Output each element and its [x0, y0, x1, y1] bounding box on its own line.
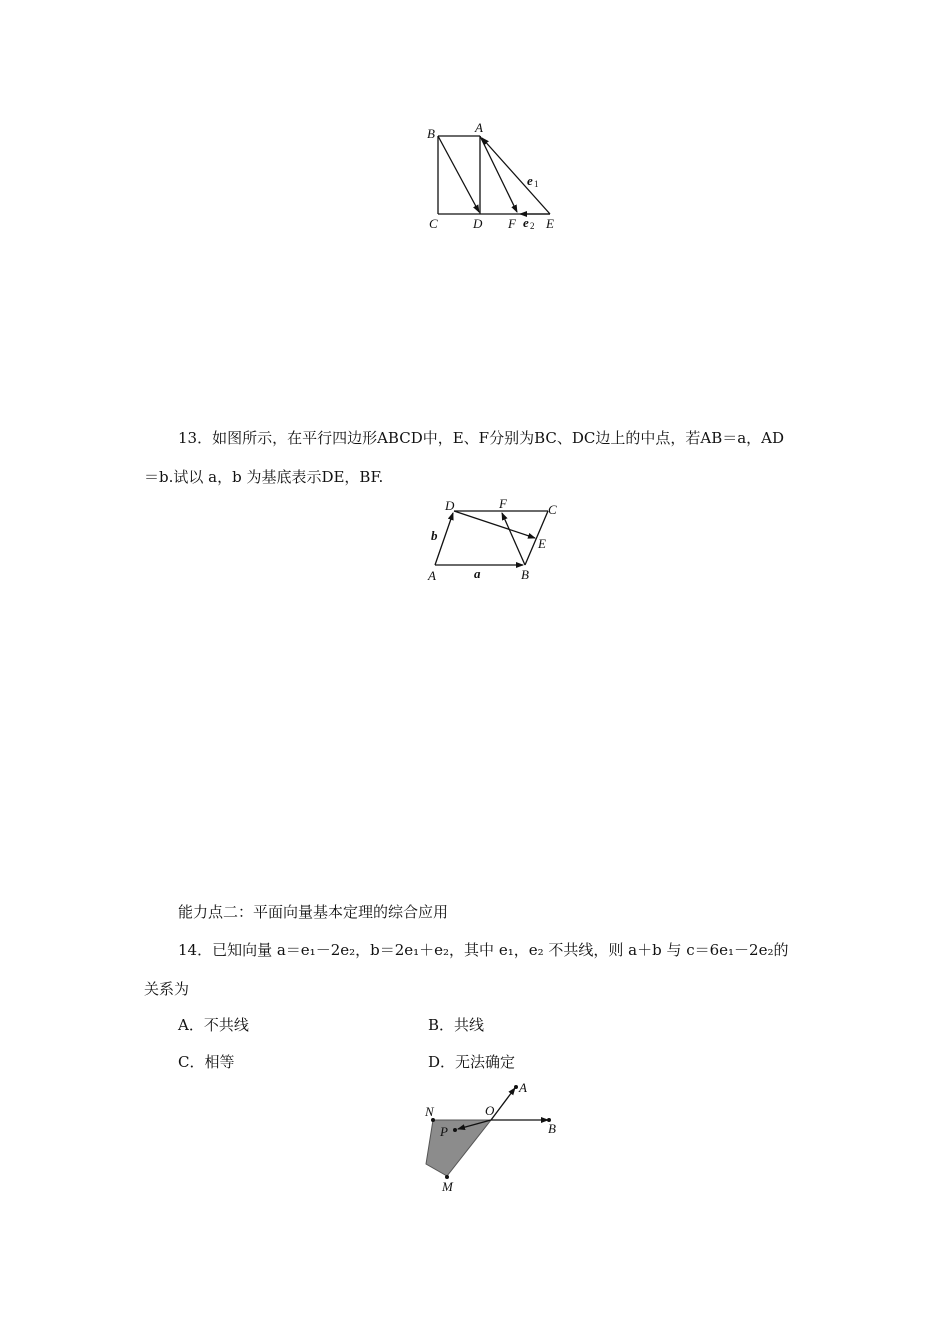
- question-14-line-1: 14．已知向量 a＝e₁－2e₂，b＝2e₁＋e₂，其中 e₁，e₂ 不共线，则 a＋b 与 c＝6e₁－2e₂的: [178, 941, 789, 959]
- label-B: B: [521, 567, 529, 582]
- label-O: O: [485, 1103, 495, 1118]
- label-e1-sub: 1: [534, 179, 539, 189]
- label-a: a: [474, 566, 481, 581]
- label-F: F: [499, 498, 507, 511]
- label-C: C: [548, 502, 557, 517]
- label-e2: e: [523, 215, 529, 230]
- label-b: b: [431, 528, 438, 543]
- label-A: A: [519, 1080, 527, 1095]
- vector-AF: [480, 136, 517, 212]
- label-M: M: [442, 1179, 453, 1194]
- figure-3: [415, 1078, 575, 1198]
- option-c[interactable]: C．相等: [178, 1053, 235, 1071]
- section-title: 能力点二：平面向量基本定理的综合应用: [178, 903, 449, 921]
- vector-AD: [435, 513, 453, 565]
- option-a[interactable]: A．不共线: [178, 1016, 249, 1034]
- label-N: N: [425, 1104, 434, 1119]
- question-13-line-1: 13．如图所示，在平行四边形ABCD中，E、F分别为BC、DC边上的中点，若AB＝a，AD: [178, 429, 785, 447]
- label-F: F: [508, 216, 516, 231]
- option-b[interactable]: B．共线: [428, 1016, 485, 1034]
- vector-EA: [482, 138, 550, 214]
- option-d[interactable]: D．无法确定: [428, 1053, 516, 1071]
- vector-BF: [502, 513, 525, 565]
- vector-BD: [438, 136, 479, 212]
- label-C: C: [429, 216, 438, 231]
- label-e2-sub: 2: [530, 221, 535, 231]
- vector-DE: [454, 511, 535, 538]
- figure-2: [420, 498, 570, 588]
- label-P: P: [440, 1124, 448, 1139]
- label-A: A: [475, 120, 483, 135]
- point-A: [514, 1085, 518, 1089]
- label-D: D: [473, 216, 483, 231]
- figure-1: [420, 118, 570, 238]
- label-e1: e: [527, 173, 533, 188]
- label-B: B: [427, 126, 435, 141]
- label-E: E: [546, 216, 554, 231]
- label-B: B: [548, 1121, 556, 1136]
- label-E: E: [538, 536, 546, 551]
- label-D: D: [445, 498, 455, 513]
- label-A: A: [428, 568, 436, 583]
- question-13-line-2: ＝b.试以 a，b 为基底表示DE，BF.: [144, 468, 384, 486]
- question-14-line-2: 关系为: [144, 980, 190, 998]
- vector-OA: [491, 1088, 515, 1120]
- point-P: [453, 1128, 457, 1132]
